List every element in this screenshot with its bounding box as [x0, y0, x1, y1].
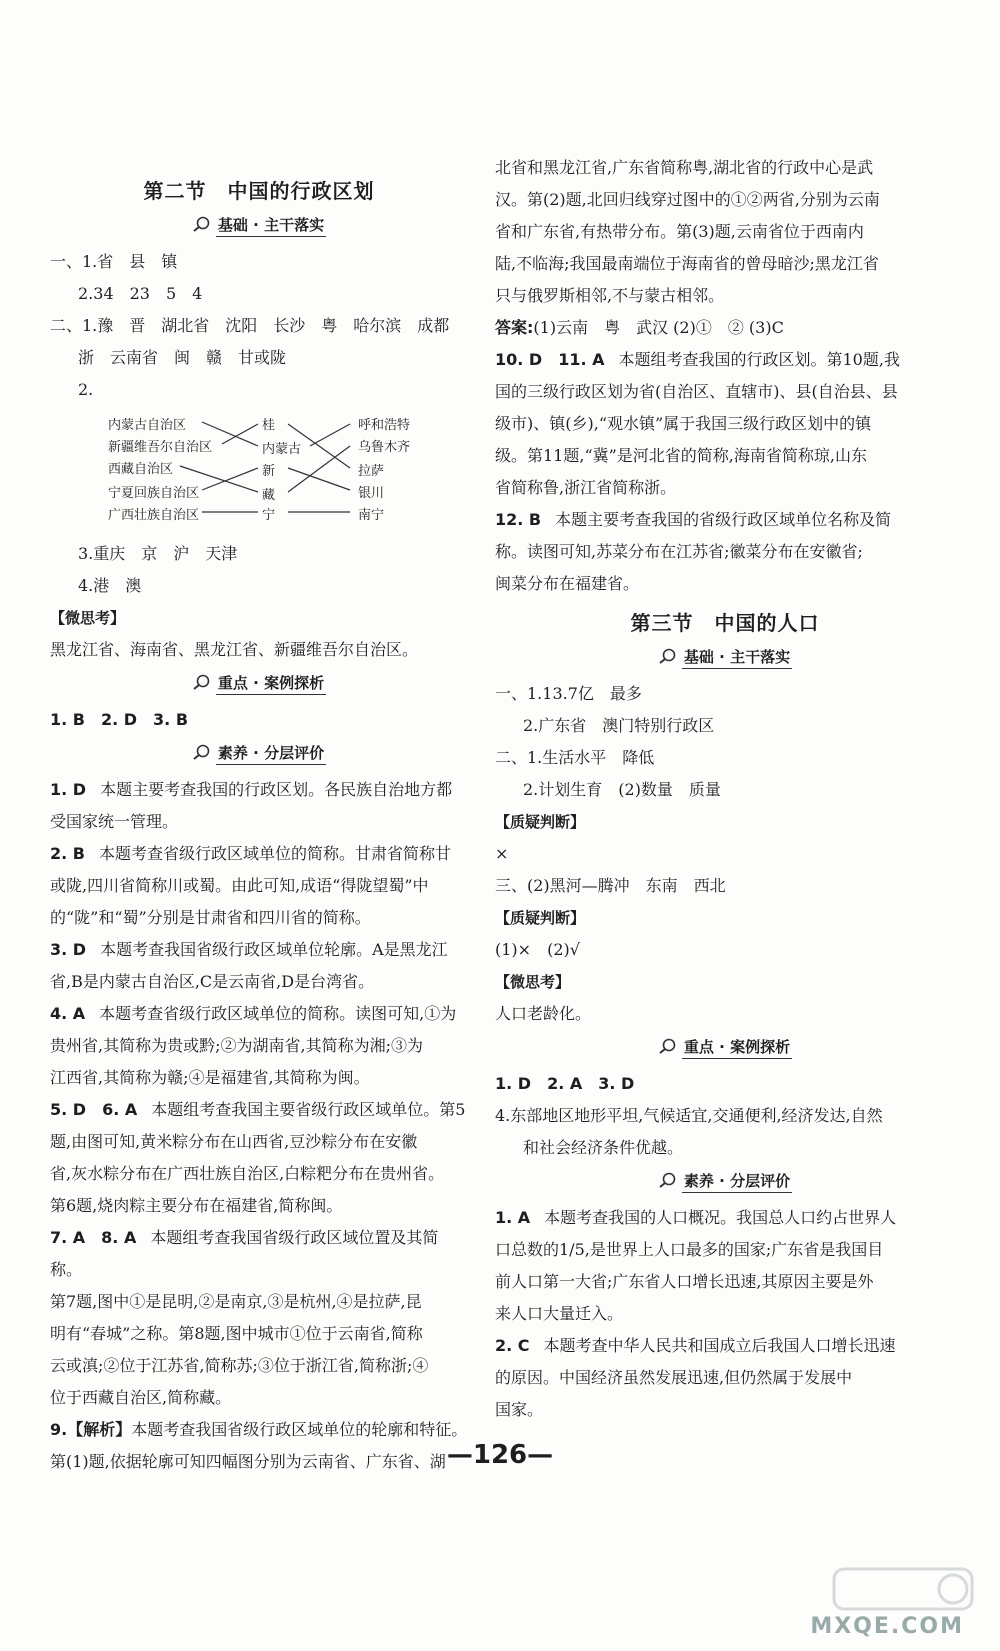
match-right-item: 南宁	[358, 508, 385, 523]
answer-line: 4.港 澳	[78, 576, 142, 595]
match-mid-item: 桂	[262, 418, 276, 433]
eval-item-line: 1. D 本题主要考查我国的行政区划。各民族自治地方都	[50, 780, 453, 799]
answer-line: 2.34 23 5 4	[78, 284, 203, 303]
subsection-heading: 重点 · 案例探析	[50, 670, 468, 696]
match-mid-item: 新	[262, 464, 276, 479]
magnifier-icon	[192, 216, 212, 232]
eval-item-line: 2. B 本题考查省级行政区域单位的简称。甘肃省简称甘	[50, 844, 451, 863]
match-mid-item: 宁	[262, 508, 276, 523]
match-right-item: 乌鲁木齐	[358, 440, 411, 455]
match-right-item: 呼和浩特	[358, 418, 411, 433]
subsection-heading: 素养 · 分层评价	[50, 740, 468, 766]
continued-line: 汉。第(2)题,北回归线穿过图中的①②两省,分别为云南	[495, 190, 880, 209]
eval-item-line: 12. B 本题主要考查我国的省级行政区域单位名称及简	[495, 510, 892, 529]
eval-item-line: 的“陇”和“蜀”分别是甘肃省和四川省的简称。	[50, 908, 371, 927]
micro-think-heading: 【微思考】	[50, 609, 126, 627]
match-right-item: 银川	[358, 486, 385, 501]
eval-item-line: 云或滇;②位于江苏省,简称苏;③位于浙江省,简称浙;④	[50, 1356, 429, 1375]
evaluation-items	[50, 774, 468, 1478]
section-title: 第三节 中国的人口	[630, 611, 820, 635]
eval-item-line: 4. A 本题考查省级行政区域单位的简称。读图可知,①为	[50, 1004, 457, 1023]
eval-item-line: 位于西藏自治区,简称藏。	[50, 1388, 232, 1407]
eval-item-line: 省,灰水粽分布在广西壮族自治区,白粽粑分布在贵州省。	[50, 1164, 445, 1183]
eval-item-line: 省简称鲁,浙江省简称浙。	[495, 478, 677, 497]
micro-think-text: 人口老龄化。	[495, 1004, 592, 1023]
match-left-item: 新疆维吾尔自治区	[108, 440, 213, 455]
eval-item-line: 1. A 本题考查我国的人口概况。我国总人口约占世界人	[495, 1208, 897, 1227]
answer-line: 2.	[78, 380, 94, 399]
eval-item-line: 9.【解析】本题考查我国省级行政区域单位的轮廓和特征。	[50, 1420, 468, 1439]
eval-item-line: 第(1)题,依据轮廓可知四幅图分别为云南省、广东省、湖	[50, 1452, 446, 1471]
eval-item-line: 前人口第一大省;广东省人口增长迅速,其原因主要是外	[495, 1272, 874, 1291]
continued-line: 北省和黑龙江省,广东省简称粤,湖北省的行政中心是武	[495, 158, 874, 177]
eval-item-line: 的原因。中国经济虽然发展迅速,但仍然属于发展中	[495, 1368, 853, 1387]
continued-line: 陆,不临海;我国最南端位于海南省的曾母暗沙;黑龙江省	[495, 254, 879, 273]
left-column	[50, 176, 468, 1478]
match-right-item: 拉萨	[358, 464, 385, 479]
eval-item-line: 5. D 6. A 本题组考查我国主要省级行政区域单位。第5	[50, 1100, 466, 1119]
page-number: —126—	[446, 1440, 554, 1470]
match-left-item: 内蒙古自治区	[108, 418, 187, 433]
match-mid-item: 藏	[262, 488, 276, 503]
eval-item-line: 3. D 本题考查我国省级行政区域单位轮廓。A是黑龙江	[50, 940, 448, 959]
doubt-heading: 【质疑判断】	[495, 909, 586, 927]
right-column	[495, 152, 955, 1426]
answer-line: 一、1.13.7亿 最多	[495, 684, 642, 703]
eval-item-line: 国的三级行政区划为省(自治区、直辖市)、县(自治县、县	[495, 382, 898, 401]
eval-item-line: 国家。	[495, 1400, 544, 1419]
continued-line: 只与俄罗斯相邻,不与蒙古相邻。	[495, 286, 725, 305]
key-answers: 1. B 2. D 3. B	[50, 710, 189, 729]
answer-line: 2.广东省 澳门特别行政区	[523, 716, 715, 735]
magnifier-icon	[192, 744, 212, 760]
eval-item-line: 级市)、镇(乡),“观水镇”属于我国三级行政区划中的镇	[495, 414, 872, 433]
eval-item-line: 省,B是内蒙古自治区,C是云南省,D是台湾省。	[50, 972, 375, 991]
answer-line: 4.东部地区地形平坦,气候适宜,交通便利,经济发达,自然	[495, 1106, 883, 1125]
eval-item-line: 第7题,图中①是昆明,②是南京,③是杭州,④是拉萨,昆	[50, 1292, 422, 1311]
eval-item-line: 题,由图可知,黄米粽分布在山西省,豆沙粽分布在安徽	[50, 1132, 418, 1151]
eval-item-line: 第6题,烧肉粽主要分布在福建省,简称闽。	[50, 1196, 343, 1215]
subsection-heading: 重点 · 案例探析	[495, 1034, 955, 1060]
answer-line: 2.计划生育 (2)数量 质量	[523, 780, 721, 799]
eval-item-line: 称。读图可知,苏菜分布在江苏省;徽菜分布在安徽省;	[495, 542, 863, 561]
match-left-item: 西藏自治区	[108, 462, 174, 477]
eval-item-line: 来人口大量迁入。	[495, 1304, 624, 1323]
eval-item-line: 级。第11题,“冀”是河北省的简称,海南省简称琼,山东	[495, 446, 867, 465]
key-answers: 1. D 2. A 3. D	[495, 1074, 635, 1093]
eval-item-line: 明有“春城”之称。第8题,图中城市①位于云南省,简称	[50, 1324, 423, 1343]
eval-item-line: 10. D 11. A 本题组考查我国的行政区划。第10题,我	[495, 350, 900, 369]
subsection-heading: 基础 · 主干落实	[50, 212, 468, 238]
micro-think-heading: 【微思考】	[495, 973, 571, 991]
magnifier-icon	[658, 648, 678, 664]
eval-item-line: 闽菜分布在福建省。	[495, 574, 640, 593]
eval-item-line: 江西省,其简称为赣;④是福建省,其简称为闽。	[50, 1068, 370, 1087]
matching-diagram	[50, 412, 468, 528]
answer-line: 三、(2)黑河—腾冲 东南 西北	[495, 876, 726, 895]
answer-line: 浙 云南省 闽 赣 甘或陇	[78, 348, 287, 367]
doubt-heading: 【质疑判断】	[495, 813, 586, 831]
continued-line: 省和广东省,有热带分布。第(3)题,云南省位于西南内	[495, 222, 864, 241]
doubt-text: (1)× (2)√	[495, 940, 580, 959]
match-left-item: 宁夏回族自治区	[108, 486, 200, 501]
eval-item-line: 2. C 本题考查中华人民共和国成立后我国人口增长迅速	[495, 1336, 896, 1355]
magnifier-icon	[192, 674, 212, 690]
match-mid-item: 内蒙古	[262, 442, 302, 457]
answer-line: 二、1.生活水平 降低	[495, 748, 655, 767]
section-title: 第二节 中国的行政区划	[143, 179, 375, 203]
eval-item-line: 或陇,四川省简称川或蜀。由此可知,成语“得陇望蜀”中	[50, 876, 429, 895]
eval-item-line: 7. A 8. A 本题组考查我国省级行政区域位置及其简称。	[50, 1228, 439, 1279]
answer-line: 二、1.豫 晋 湖北省 沈阳 长沙 粤 哈尔滨 成都	[50, 316, 450, 335]
eval-item-line: 贵州省,其简称为贵或黔;②为湖南省,其简称为湘;③为	[50, 1036, 423, 1055]
answer-line: 答案:(1)云南 粤 武汉 (2)① ② (3)C	[495, 318, 784, 337]
doubt-text: ×	[495, 844, 509, 863]
match-left-item: 广西壮族自治区	[108, 508, 200, 523]
magnifier-icon	[658, 1038, 678, 1054]
magnifier-icon	[658, 1172, 678, 1188]
eval-item-line: 口总数的1/5,是世界上人口最多的国家;广东省是我国目	[495, 1240, 884, 1259]
eval-item-line: 受国家统一管理。	[50, 812, 179, 831]
watermark-text: MXQE.COM	[810, 1614, 964, 1639]
answer-line: 3.重庆 京 沪 天津	[78, 544, 238, 563]
subsection-heading: 基础 · 主干落实	[495, 644, 955, 670]
micro-think-text: 黑龙江省、海南省、黑龙江省、新疆维吾尔自治区。	[50, 640, 419, 659]
answer-line: 和社会经济条件优越。	[523, 1138, 684, 1157]
subsection-heading: 素养 · 分层评价	[495, 1168, 955, 1194]
answer-line: 一、1.省 县 镇	[50, 252, 178, 271]
